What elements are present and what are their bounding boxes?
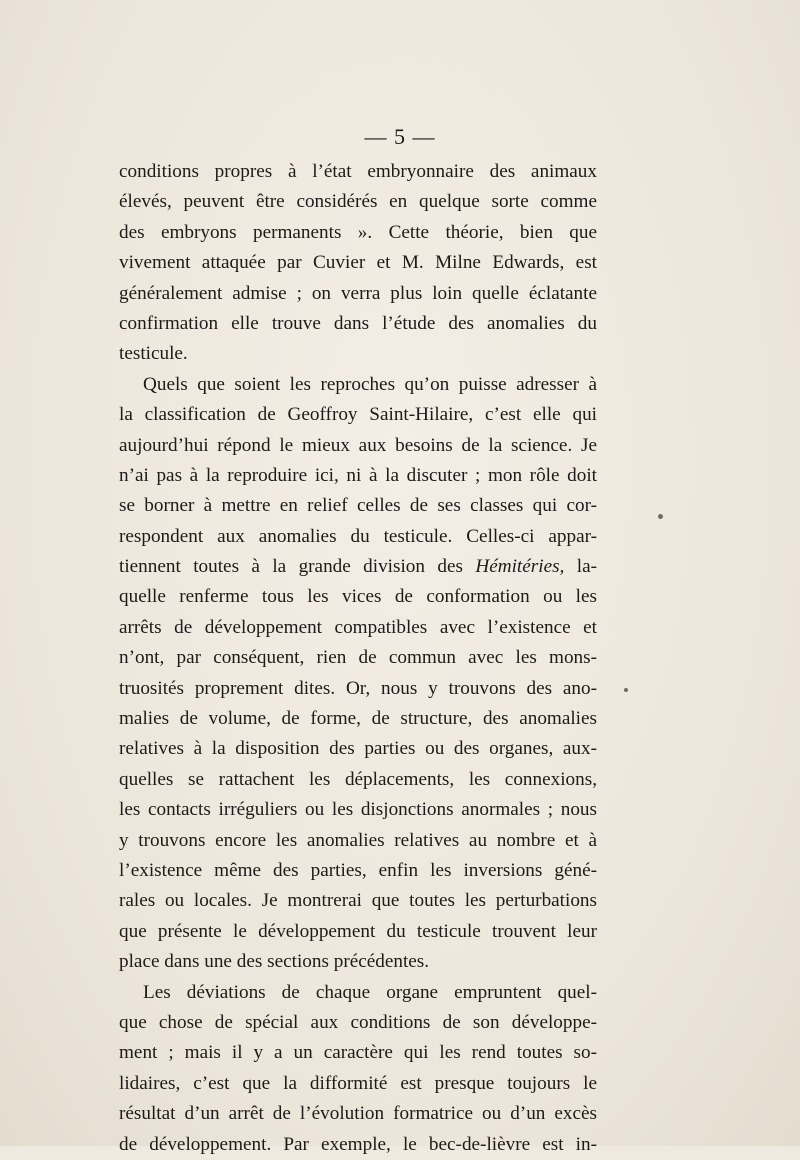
text-line: y trouvons encore les anomalies relatives au nombre et à [119, 829, 597, 851]
text-line: quelles se rattachent les déplacements, les connexions, [119, 768, 597, 790]
text-line: généralement admise ; on verra plus loin quelle éclatante [119, 282, 597, 304]
text-line: que chose de spécial aux conditions de son développe- [119, 1011, 597, 1033]
text-line: relatives à la disposition des parties ou des organes, aux- [119, 738, 597, 760]
ink-speck [624, 688, 628, 692]
text-line: vivement attaquée par Cuvier et M. Milne Edwards, est [119, 252, 597, 274]
text-line: n’ai pas à la reproduire ici, ni à la discuter ; mon rôle doit [119, 464, 597, 486]
text-line: Les déviations de chaque organe empruntent quel- [143, 981, 597, 1003]
text-line: que présente le développement du testicule trouvent leur [119, 920, 597, 942]
text-line: arrêts de développement compatibles avec l’existence et [119, 616, 597, 638]
text-line: l’existence même des parties, enfin les inversions géné- [119, 859, 597, 881]
text-line: aujourd’hui répond le mieux aux besoins de la science. Je [119, 434, 597, 456]
text-line: des embryons permanents ». Cette théorie, bien que [119, 221, 597, 243]
text-line: se borner à mettre en relief celles de ses classes qui cor- [119, 495, 597, 517]
text-line: de développement. Par exemple, le bec-de-lièvre est in- [119, 1133, 597, 1155]
text-line: respondent aux anomalies du testicule. Celles-ci appar- [119, 525, 597, 547]
ink-speck [658, 514, 663, 519]
body-text [119, 157, 597, 1160]
text-line: rales ou locales. Je montrerai que toutes les perturbations [119, 890, 597, 912]
text-line: lidaires, c’est que la difformité est presque toujours le [119, 1072, 597, 1094]
text-line: élevés, peuvent être considérés en quelque sorte comme [119, 191, 597, 213]
italic-term: Hémitéries, [475, 556, 565, 578]
text-line: testicule. [119, 343, 188, 365]
text-line: conditions propres à l’état embryonnaire des animaux [119, 161, 597, 182]
text-line: tiennent toutes à la grande division des Hémitéries, la- [119, 556, 597, 578]
text-line: les contacts irréguliers ou les disjonctions anormales ; nous [119, 799, 597, 821]
text-line: ment ; mais il y a un caractère qui les rend toutes so- [119, 1042, 597, 1064]
text-line: Quels que soient les reproches qu’on puisse adresser à [143, 373, 597, 395]
text-line: truosités proprement dites. Or, nous y trouvons des ano- [119, 677, 597, 699]
text-line: la classification de Geoffroy Saint-Hilaire, c’est elle qui [119, 404, 597, 426]
text-line: résultat d’un arrêt de l’évolution formatrice ou d’un excès [119, 1103, 597, 1125]
page-number: — 5 — [364, 124, 436, 149]
text-line: quelle renferme tous les vices de conformation ou les [119, 586, 597, 608]
text-line: confirmation elle trouve dans l’étude des anomalies du [119, 312, 597, 334]
text-line: place dans une des sections précédentes. [119, 951, 430, 973]
text-line: malies de volume, de forme, de structure, des anomalies [119, 708, 597, 730]
text-line: n’ont, par conséquent, rien de commun avec les mons- [119, 647, 597, 669]
